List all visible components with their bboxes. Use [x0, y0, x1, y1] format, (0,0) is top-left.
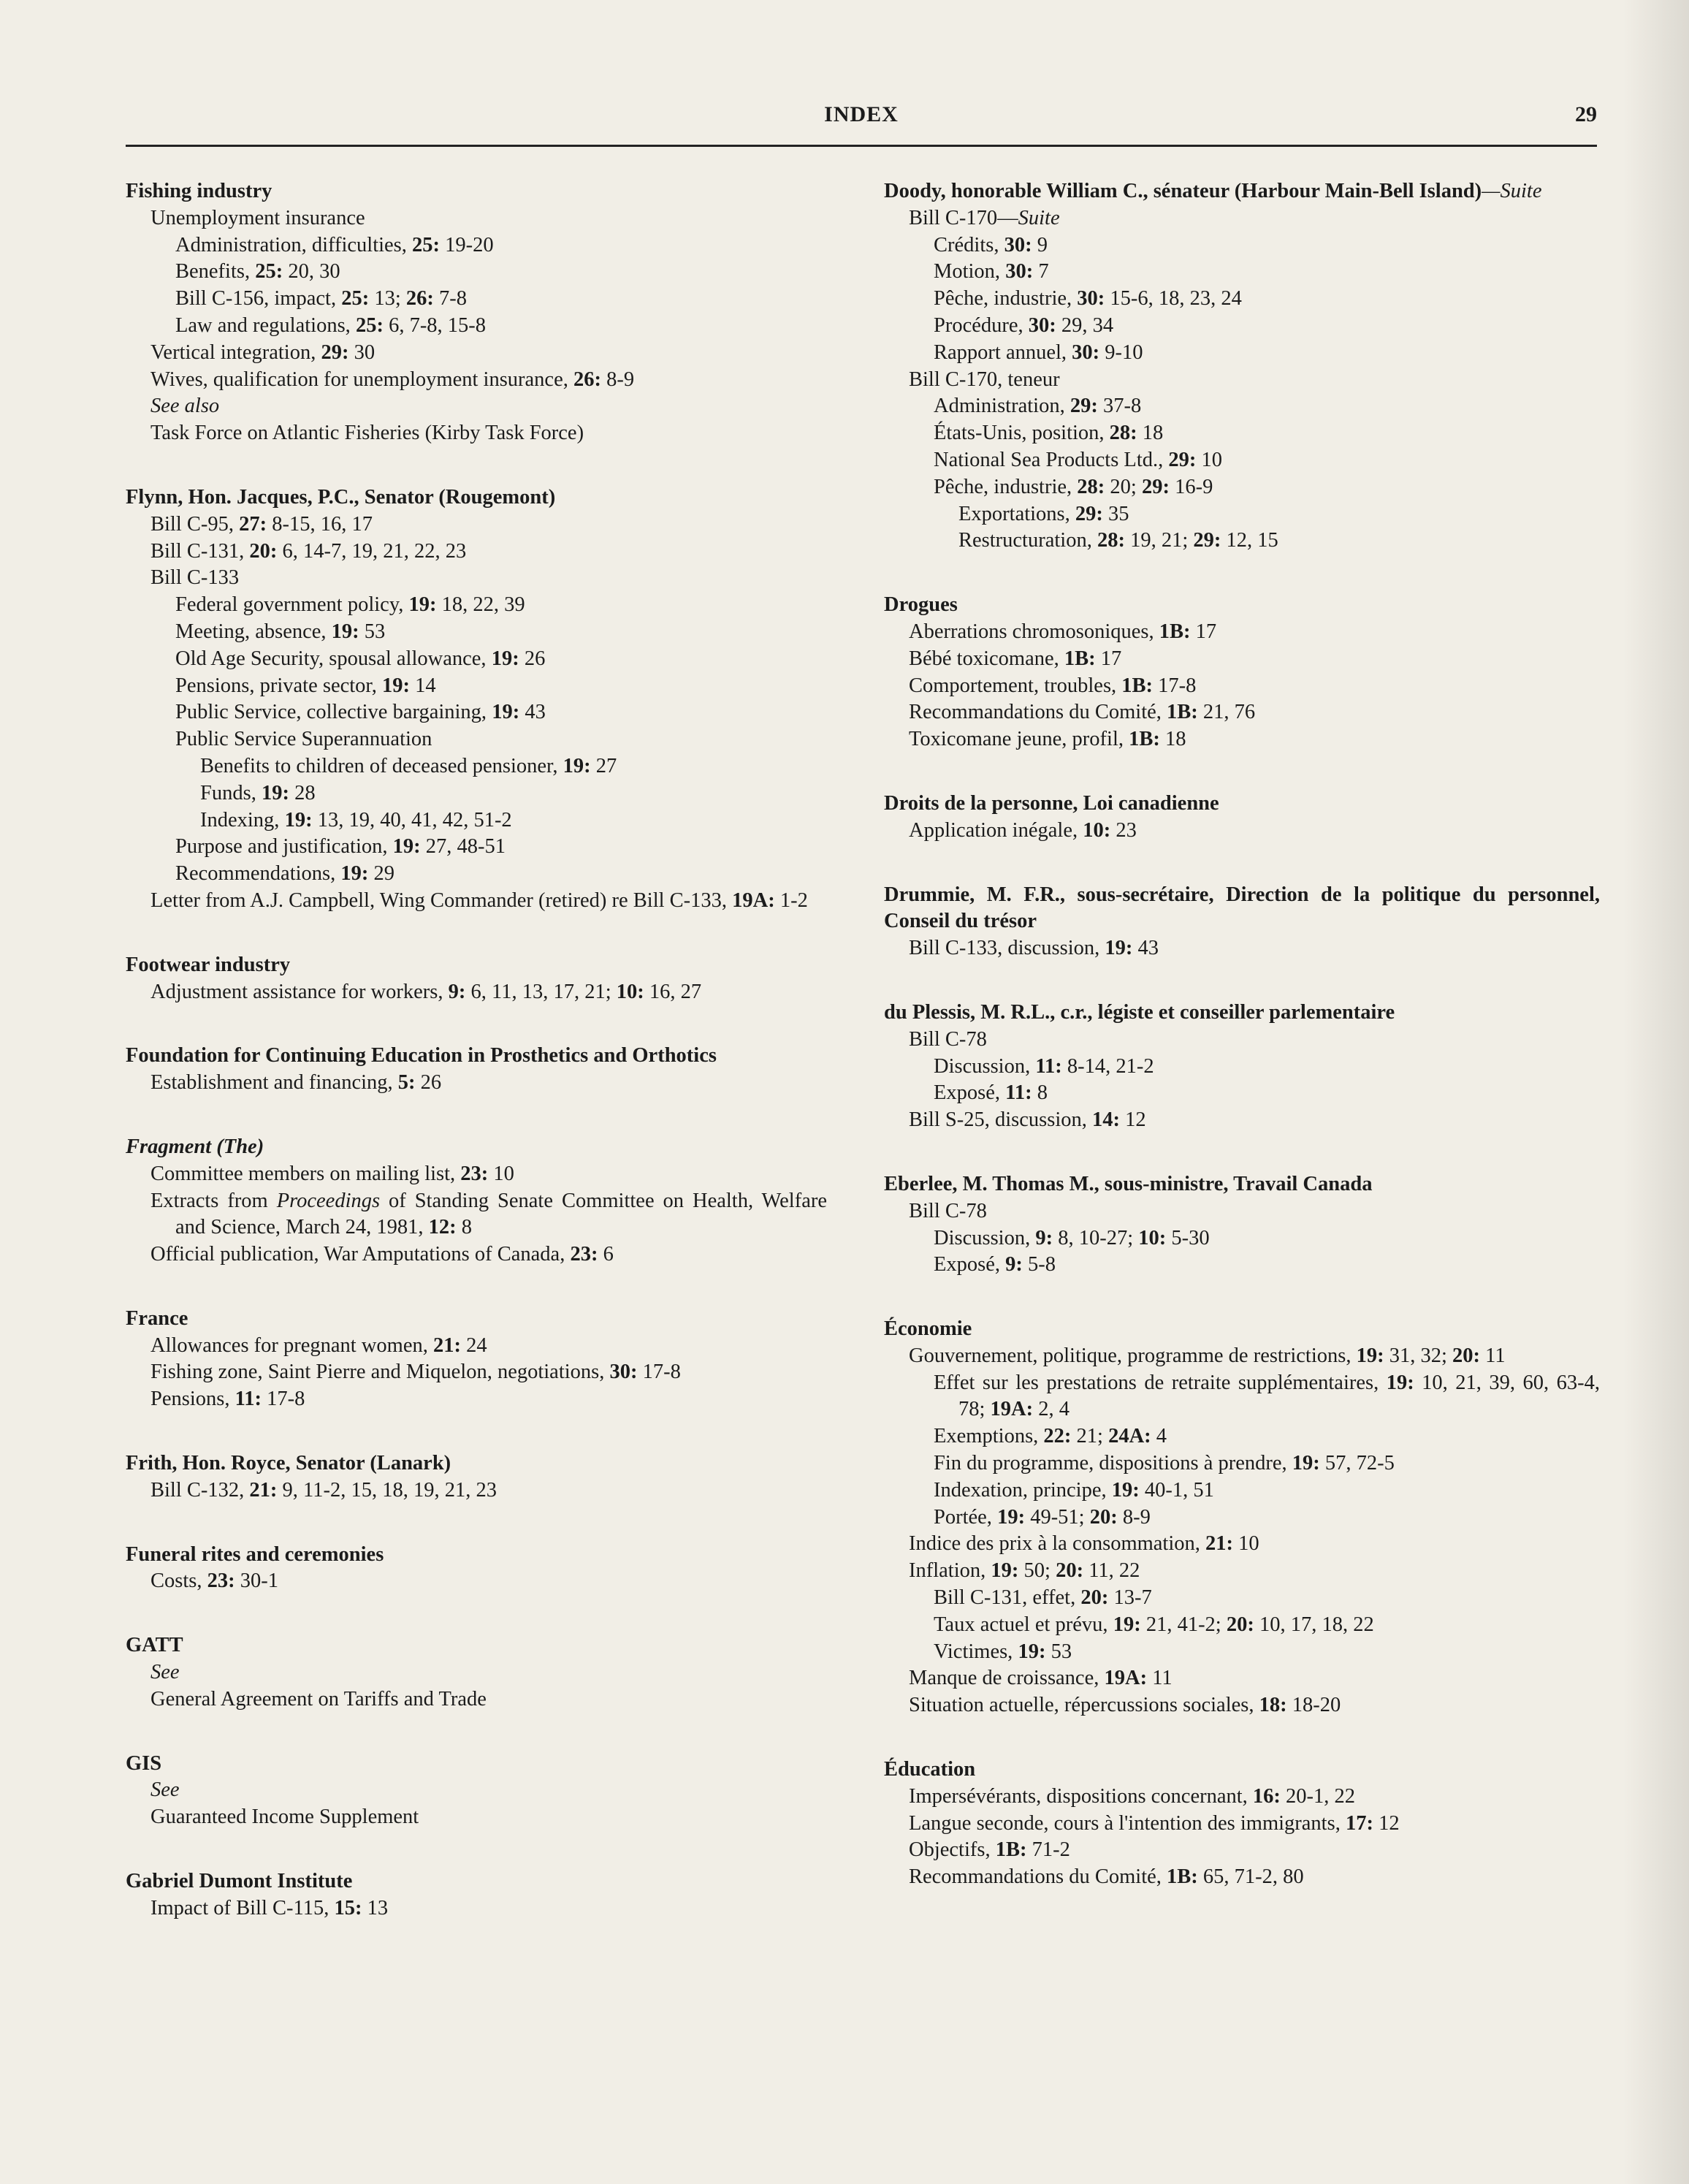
- index-subentry: Bill C-170—Suite: [909, 206, 1060, 229]
- index-subentry: Letter from A.J. Campbell, Wing Commander (retired) re Bill C-133, 19A: 1-2: [150, 889, 808, 912]
- index-entry-heading: Eberlee, M. Thomas M., sous-ministre, Travail Canada: [884, 1172, 1373, 1195]
- index-entry-heading: Fishing industry: [126, 180, 272, 202]
- index-subentry: Adjustment assistance for workers, 9: 6, 11, 13, 17, 21; 10: 16, 27: [150, 980, 702, 1003]
- index-subentry: Discussion, 9: 8, 10-27; 10: 5-30: [934, 1226, 1210, 1249]
- index-subentry: Recommandations du Comité, 1B: 65, 71-2, 80: [909, 1865, 1304, 1889]
- index-entry: [126, 1450, 827, 1504]
- index-entry-heading: Droits de la personne, Loi canadienne: [884, 791, 1219, 815]
- index-entry: [126, 178, 827, 447]
- index-subentry: Objectifs, 1B: 71-2: [909, 1838, 1070, 1862]
- index-entry: [126, 952, 827, 1006]
- index-entry: [126, 1751, 827, 1831]
- index-subentry: Recommendations, 19: 29: [175, 862, 394, 886]
- index-subentry: Aberrations chromosoniques, 1B: 17: [909, 620, 1217, 643]
- index-subentry: Bill C-133: [150, 566, 240, 590]
- index-subentry: Fin du programme, dispositions à prendre, 19: 57, 72-5: [934, 1452, 1395, 1475]
- index-subentry: Discussion, 11: 8-14, 21-2: [934, 1054, 1154, 1078]
- index-subentry: Old Age Security, spousal allowance, 19: 26: [175, 647, 546, 670]
- index-column-right: [884, 178, 1600, 1928]
- index-subentry: See: [150, 1661, 180, 1684]
- index-subentry: Victimes, 19: 53: [934, 1640, 1072, 1663]
- index-entry: [126, 1632, 827, 1713]
- index-subentry: Rapport annuel, 30: 9-10: [934, 340, 1143, 364]
- index-entry-heading: Frith, Hon. Royce, Senator (Lanark): [126, 1452, 451, 1475]
- index-subentry: Unemployment insurance: [150, 206, 365, 229]
- index-subentry: Official publication, War Amputations of Canada, 23: 6: [150, 1243, 614, 1266]
- index-entry: [126, 1043, 827, 1097]
- index-subentry: Indice des prix à la consommation, 21: 10: [909, 1532, 1259, 1556]
- index-subentry: États-Unis, position, 28: 18: [934, 422, 1164, 445]
- index-subentry: Bill C-78: [909, 1199, 987, 1222]
- index-subentry: Manque de croissance, 19A: 11: [909, 1667, 1173, 1690]
- index-subentry: Bill C-131, 20: 6, 14-7, 19, 21, 22, 23: [150, 539, 467, 563]
- index-subentry: Impact of Bill C-115, 15: 13: [150, 1896, 389, 1919]
- index-subentry: Extracts from Proceedings of Standing Senate Committee on Health, Welfare and Science, March 24, 1981, 12: 8: [150, 1189, 827, 1239]
- index-subentry: Exemptions, 22: 21; 24A: 4: [934, 1425, 1167, 1448]
- index-subentry: Pensions, 11: 17-8: [150, 1388, 305, 1411]
- index-subentry: Public Service, collective bargaining, 19: 43: [175, 701, 546, 724]
- index-subentry: Benefits, 25: 20, 30: [175, 260, 340, 284]
- index-subentry: Effet sur les prestations de retraite supplémentaires, 19: 10, 21, 39, 60, 63-4, 78; 19A: 2, 4: [934, 1371, 1600, 1421]
- index-subentry: Gouvernement, politique, programme de restrictions, 19: 31, 32; 20: 11: [909, 1344, 1506, 1367]
- index-subentry: Pensions, private sector, 19: 14: [175, 674, 436, 697]
- index-subentry: Application inégale, 10: 23: [909, 818, 1137, 842]
- index-subentry: Bill C-170, teneur: [909, 368, 1060, 391]
- running-title: INDEX: [824, 102, 899, 126]
- index-entry-heading: Funeral rites and ceremonies: [126, 1542, 384, 1566]
- index-entry-heading: Gabriel Dumont Institute: [126, 1870, 353, 1893]
- index-entry-heading: France: [126, 1306, 188, 1330]
- index-entry: [884, 1171, 1600, 1279]
- index-entry-heading: GIS: [126, 1751, 162, 1775]
- index-subentry: Bill C-132, 21: 9, 11-2, 15, 18, 19, 21, 23: [150, 1478, 497, 1502]
- index-subentry: Task Force on Atlantic Fisheries (Kirby Task Force): [150, 422, 584, 445]
- index-subentry: Bill C-95, 27: 8-15, 16, 17: [150, 512, 373, 536]
- index-subentry: Indexation, principe, 19: 40-1, 51: [934, 1478, 1214, 1502]
- index-entry-heading: Drummie, M. F.R., sous-secrétaire, Direction de la politique du personnel, Conseil du trésor: [884, 883, 1600, 933]
- index-entry: [884, 882, 1600, 962]
- index-subentry: Benefits to children of deceased pensioner, 19: 27: [200, 754, 617, 777]
- index-subentry: Procédure, 30: 29, 34: [934, 313, 1114, 337]
- header-rule: [126, 145, 1597, 147]
- index-entry-heading: Économie: [884, 1317, 972, 1341]
- index-subentry: Situation actuelle, répercussions sociales, 18: 18-20: [909, 1694, 1341, 1717]
- index-entry-heading: Foundation for Continuing Education in Prosthetics and Orthotics: [126, 1044, 717, 1068]
- index-subentry: Administration, 29: 37-8: [934, 395, 1142, 418]
- index-subentry: Vertical integration, 29: 30: [150, 340, 375, 364]
- index-subentry: Fishing zone, Saint Pierre and Miquelon, negotiations, 30: 17-8: [150, 1361, 681, 1384]
- index-subentry: Exposé, 11: 8: [934, 1081, 1048, 1105]
- index-subentry: Bill C-78: [909, 1027, 987, 1051]
- index-entry: [126, 1868, 827, 1922]
- index-entry: [126, 1306, 827, 1413]
- page-number: 29: [1575, 102, 1597, 126]
- index-subentry: Langue seconde, cours à l'intention des immigrants, 17: 12: [909, 1811, 1400, 1835]
- index-subentry: Allowances for pregnant women, 21: 24: [150, 1333, 487, 1357]
- index-entry-heading: Flynn, Hon. Jacques, P.C., Senator (Rougemont): [126, 485, 556, 509]
- index-subentry: Motion, 30: 7: [934, 260, 1049, 284]
- index-column-left: [126, 178, 827, 1960]
- index-subentry: Exportations, 29: 35: [958, 502, 1129, 525]
- index-subentry: Taux actuel et prévu, 19: 21, 41-2; 20: 10, 17, 18, 22: [934, 1613, 1374, 1636]
- index-subentry: Law and regulations, 25: 6, 7-8, 15-8: [175, 313, 487, 337]
- index-subentry: Comportement, troubles, 1B: 17-8: [909, 674, 1197, 697]
- index-subentry: Portée, 19: 49-51; 20: 8-9: [934, 1505, 1151, 1529]
- index-entry: [884, 791, 1600, 845]
- index-subentry: Exposé, 9: 5-8: [934, 1253, 1056, 1276]
- index-subentry: Impersévérants, dispositions concernant, 16: 20-1, 22: [909, 1784, 1356, 1808]
- index-entry-heading: Doody, honorable William C., sénateur (Harbour Main-Bell Island)—Suite: [884, 180, 1542, 202]
- index-entry: [126, 484, 827, 915]
- index-entry-heading: GATT: [126, 1634, 183, 1657]
- index-entry-heading: Drogues: [884, 593, 958, 617]
- index-subentry: Restructuration, 28: 19, 21; 29: 12, 15: [958, 529, 1278, 552]
- index-entry: [126, 1134, 827, 1268]
- index-entry: [884, 178, 1600, 555]
- index-subentry: Bébé toxicomane, 1B: 17: [909, 647, 1122, 670]
- page-edge-shadow: [1623, 0, 1689, 2184]
- index-entry-heading: du Plessis, M. R.L., c.r., légiste et conseiller parlementaire: [884, 1000, 1395, 1024]
- index-entry: [884, 1316, 1600, 1719]
- index-entry: [884, 592, 1600, 753]
- index-subentry: Purpose and justification, 19: 27, 48-51: [175, 835, 506, 859]
- index-subentry: Federal government policy, 19: 18, 22, 39: [175, 593, 525, 617]
- index-subentry: Bill C-131, effet, 20: 13-7: [934, 1586, 1152, 1610]
- index-subentry: Administration, difficulties, 25: 19-20: [175, 233, 494, 256]
- index-subentry: Crédits, 30: 9: [934, 233, 1048, 256]
- index-subentry: Meeting, absence, 19: 53: [175, 620, 386, 643]
- index-subentry: Establishment and financing, 5: 26: [150, 1071, 442, 1095]
- index-subentry: Pêche, industrie, 28: 20; 29: 16-9: [934, 475, 1213, 498]
- index-subentry: Costs, 23: 30-1: [150, 1569, 278, 1593]
- index-subentry: See also: [150, 395, 220, 418]
- index-subentry: Bill S-25, discussion, 14: 12: [909, 1108, 1146, 1132]
- index-entry: [884, 1000, 1600, 1134]
- index-subentry: Inflation, 19: 50; 20: 11, 22: [909, 1559, 1140, 1583]
- index-subentry: General Agreement on Tariffs and Trade: [150, 1687, 487, 1711]
- index-subentry: Bill C-156, impact, 25: 13; 26: 7-8: [175, 287, 467, 311]
- index-subentry: See: [150, 1778, 180, 1802]
- index-entry: [884, 1757, 1600, 1891]
- index-entry-heading: Footwear industry: [126, 953, 291, 976]
- index-entry-heading: Fragment (The): [126, 1135, 264, 1158]
- index-subentry: Indexing, 19: 13, 19, 40, 41, 42, 51-2: [200, 808, 512, 832]
- index-subentry: Toxicomane jeune, profil, 1B: 18: [909, 728, 1186, 751]
- index-subentry: Public Service Superannuation: [175, 728, 432, 751]
- index-subentry: Wives, qualification for unemployment insurance, 26: 8-9: [150, 368, 635, 391]
- index-subentry: Pêche, industrie, 30: 15-6, 18, 23, 24: [934, 287, 1242, 311]
- index-subentry: Funds, 19: 28: [200, 781, 316, 804]
- index-subentry: National Sea Products Ltd., 29: 10: [934, 448, 1222, 471]
- index-subentry: Recommandations du Comité, 1B: 21, 76: [909, 701, 1256, 724]
- index-entry-heading: Éducation: [884, 1758, 976, 1781]
- index-subentry: Bill C-133, discussion, 19: 43: [909, 937, 1159, 960]
- index-subentry: Guaranteed Income Supplement: [150, 1806, 419, 1829]
- index-subentry: Committee members on mailing list, 23: 10: [150, 1162, 514, 1185]
- index-entry: [126, 1542, 827, 1596]
- page-header: [126, 102, 1597, 146]
